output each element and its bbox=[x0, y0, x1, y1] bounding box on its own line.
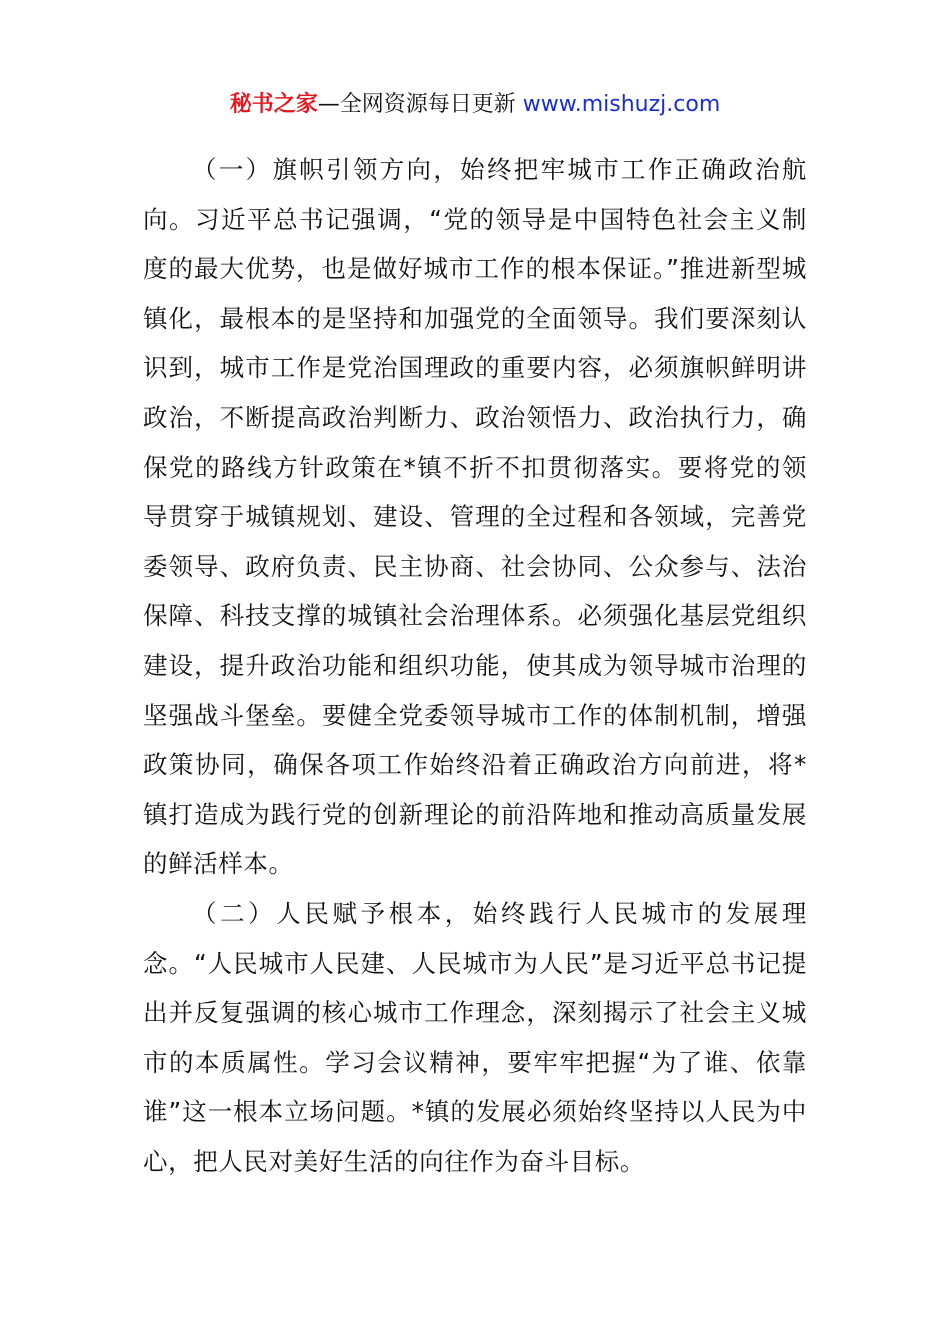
site-url-link[interactable]: www.mishuzj.com bbox=[522, 92, 721, 117]
paragraph-2: （二）人民赋予根本，始终践行人民城市的发展理念。“人民城市人民建、人民城市为人民”是习近平总书记提出并反复强调的核心城市工作理念，深刻揭示了社会主义城市的本质属性。学习会议精神，要牢牢把握“为了谁、依靠谁”这一根本立场问题。*镇的发展必须始终坚持以人民为中心，把人民对美好生活的向往作为奋斗目标。 bbox=[143, 898, 807, 1176]
paragraph-1: （一）旗帜引领方向，始终把牢城市工作正确政治航向。习近平总书记强调，“党的领导是中国特色社会主义制度的最大优势，也是做好城市工作的根本保证。”推进新型城镇化，最根本的是坚持和加强党的全面领导。我们要深刻认识到，城市工作是党治国理政的重要内容，必须旗帜鲜明讲政治，不断提高政治判断力、政治领悟力、政治执行力，确保党的路线方针政策在*镇不折不扣贯彻落实。要将党的领导贯穿于城镇规划、建设、管理的全过程和各领域，完善党委领导、政府负责、民主协商、社会协同、公众参与、法治保障、科技支撑的城镇社会治理体系。必须强化基层党组织建设，提升政治功能和组织功能，使其成为领导城市治理的坚强战斗堡垒。要健全党委领导城市工作的体制机制，增强政策协同，确保各项工作始终沿着正确政治方向前进，将*镇打造成为践行党的创新理论的前沿阵地和推动高质量发展的鲜活样本。 bbox=[143, 155, 807, 879]
header-tagline: —全网资源每日更新 bbox=[317, 92, 516, 117]
brand-name: 秘书之家 bbox=[229, 92, 318, 117]
document-body bbox=[143, 145, 807, 1186]
site-header bbox=[0, 88, 950, 122]
